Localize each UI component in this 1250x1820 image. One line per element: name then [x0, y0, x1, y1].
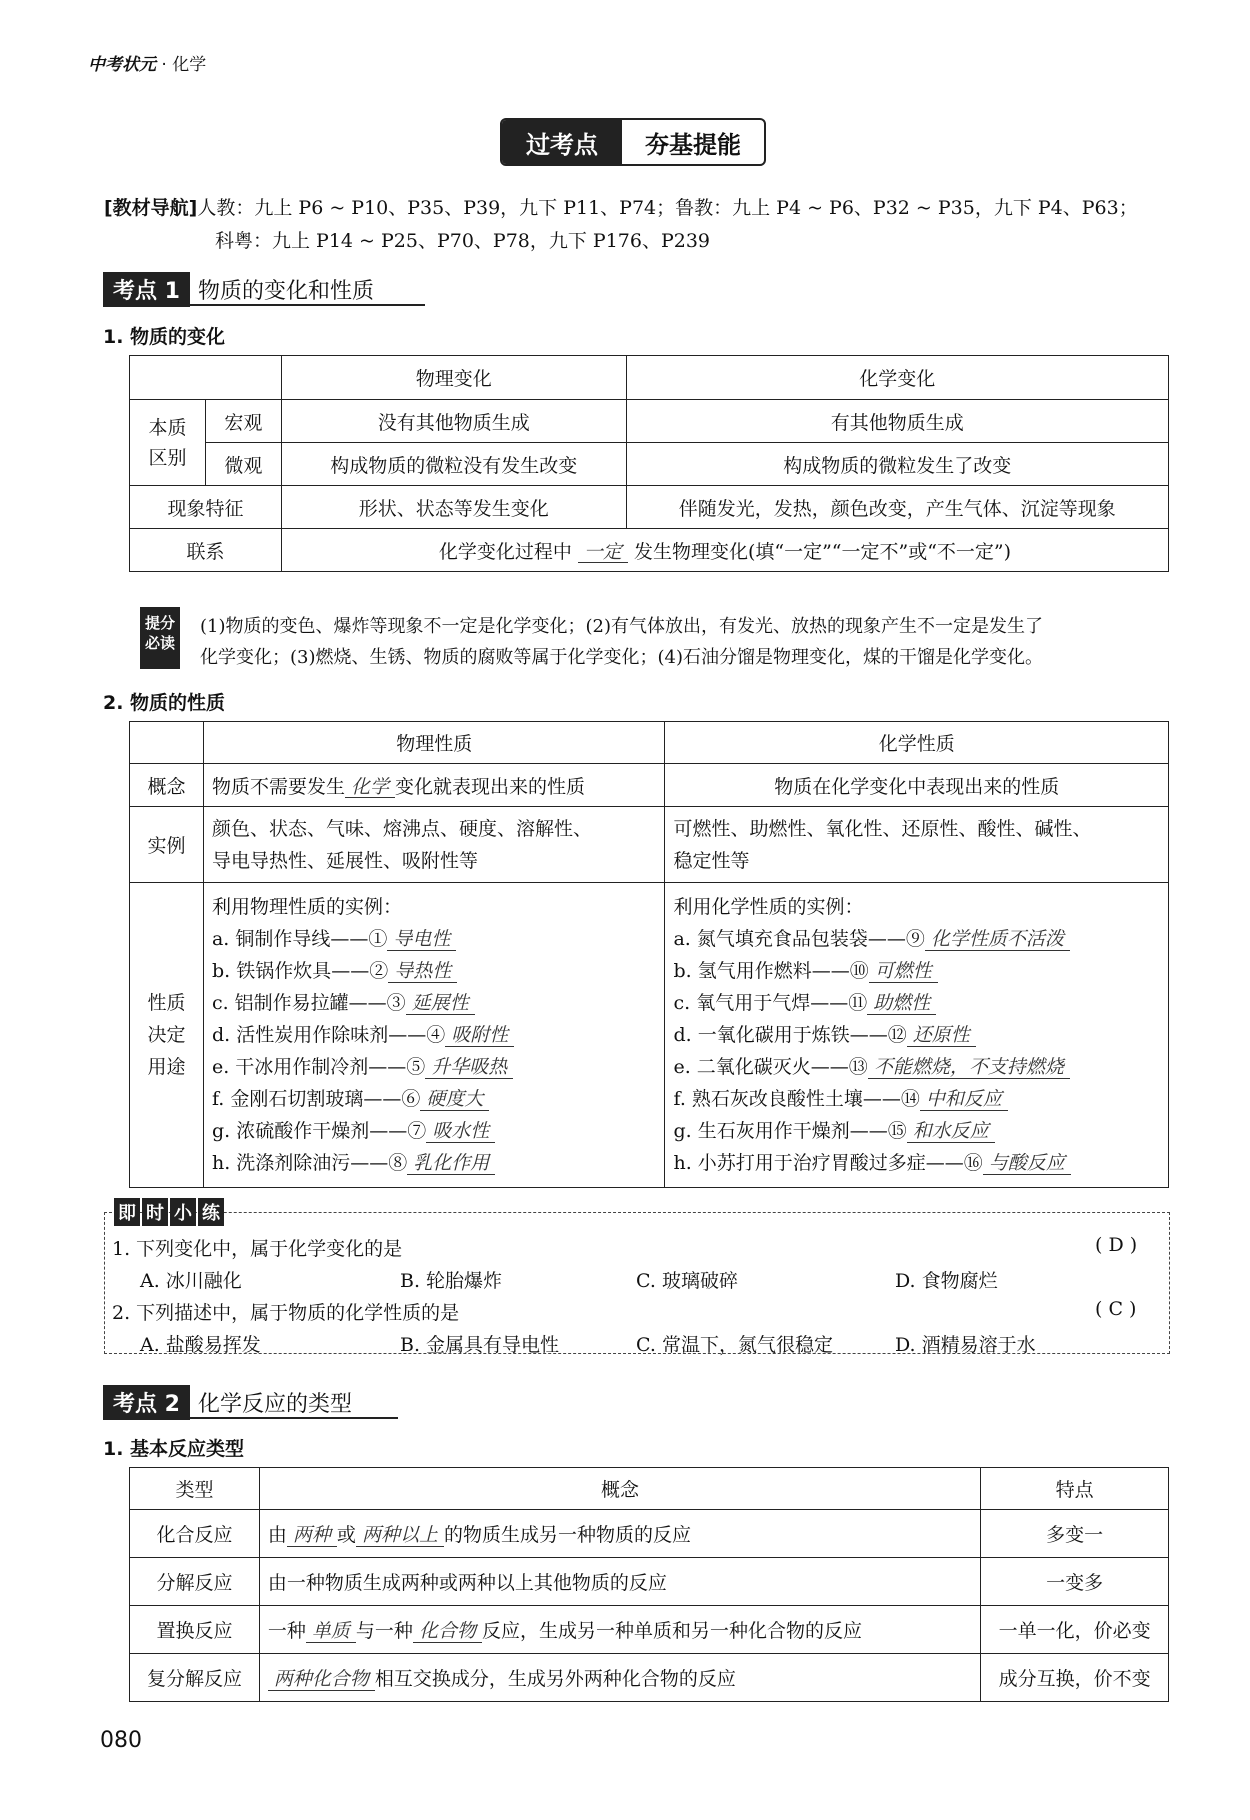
th-feature: 特点 [981, 1468, 1169, 1510]
example-chem-2: 稳定性等 [673, 849, 750, 872]
q1-option-a: A. 冰川融化 [140, 1270, 242, 1292]
use-label [130, 883, 204, 1188]
nav-label: [教材导航] [104, 197, 198, 219]
phys-item [212, 1083, 657, 1115]
use-chem-head: 利用化学性质的实例： [673, 896, 864, 918]
micro-chem: 构成物质的微粒发生了改变 [626, 443, 1168, 486]
q2-option-d: D. 酒精易溶于水 [895, 1334, 1036, 1356]
kp2-title: 化学反应的类型 [197, 1392, 352, 1417]
q1-option-b: B. 轮胎爆炸 [400, 1270, 503, 1292]
chem-item-answer: 可燃性 [869, 962, 938, 983]
phys-item-q: d. 活性炭用作除味剂——④ [211, 1024, 446, 1046]
q2-option-a: A. 盐酸易挥发 [140, 1334, 261, 1356]
section-banner [500, 118, 766, 166]
r4-answer-1: 两种化合物 [268, 1670, 375, 1691]
macro-chem: 有其他物质生成 [626, 400, 1168, 443]
kp2-sub1: 1. 基本反应类型 [103, 1438, 245, 1460]
q2-answer: ( C ) [1095, 1298, 1137, 1320]
example-phys-1: 颜色、状态、气味、熔沸点、硬度、溶解性、 [211, 817, 592, 840]
phys-item-q: a. 铜制作导线——① [211, 928, 388, 950]
r1-post: 的物质生成另一种物质的反应 [443, 1524, 691, 1546]
r3-post: 反应，生成另一种单质和另一种化合物的反应 [481, 1620, 862, 1642]
page-number: 080 [100, 1728, 142, 1753]
micro-phys: 构成物质的微粒没有发生改变 [281, 443, 626, 486]
phys-item [212, 1147, 657, 1179]
practice-badge-1: 即 [114, 1198, 140, 1226]
chem-item-q: a. 氮气填充食品包装袋——⑨ [673, 928, 925, 950]
macro-phys: 没有其他物质生成 [281, 400, 626, 443]
concept-phys [203, 764, 665, 807]
feature-combination: 多变一 [981, 1510, 1169, 1558]
banner-right: 夯基提能 [645, 130, 741, 159]
phys-item [212, 955, 657, 987]
type-combination: 化合反应 [130, 1510, 260, 1558]
brand: 中考状元 [88, 55, 156, 75]
chem-item [673, 955, 1160, 987]
use-phys [203, 883, 665, 1188]
concept-label: 概念 [130, 764, 204, 807]
th-phys-prop: 物理性质 [203, 722, 665, 764]
use-label-3: 用途 [147, 1056, 186, 1078]
header-separator: · [161, 55, 167, 75]
th-phys-change: 物理变化 [281, 356, 626, 400]
r1-pre: 由 [267, 1524, 287, 1546]
th-chem-prop: 化学性质 [665, 722, 1169, 764]
phys-item-answer: 延展性 [406, 994, 475, 1015]
phen-phys: 形状、状态等发生变化 [281, 486, 626, 529]
q2-text: 2. 下列描述中，属于物质的化学性质的是 [112, 1302, 460, 1324]
chem-item-answer: 不能燃烧，不支持燃烧 [868, 1058, 1070, 1079]
chem-item [673, 1115, 1160, 1147]
chem-item-answer: 化学性质不活泼 [925, 930, 1070, 951]
subject: 化学 [172, 55, 207, 75]
phys-item-q: f. 金刚石切割玻璃——⑥ [211, 1088, 421, 1110]
chem-item-answer: 还原性 [907, 1026, 976, 1047]
phys-item-q: c. 铝制作易拉罐——③ [211, 992, 406, 1014]
r3-mid: 与一种 [355, 1620, 413, 1642]
practice-badge [114, 1198, 224, 1226]
chem-item-answer: 和水反应 [907, 1122, 995, 1143]
tip-badge-text: 提分必读 [144, 614, 175, 652]
link-label: 联系 [130, 529, 282, 572]
feature-displacement: 一单一化，价必变 [981, 1606, 1169, 1654]
example-chem [665, 807, 1169, 883]
q1-stem [112, 1234, 402, 1261]
phen-chem: 伴随发光，发热，颜色改变，产生气体、沉淀等现象 [626, 486, 1168, 529]
chem-item [673, 1083, 1160, 1115]
concept-combination [259, 1510, 980, 1558]
q1-text: 1. 下列变化中，属于化学变化的是 [112, 1238, 403, 1260]
kp2-header [103, 1385, 398, 1419]
example-phys-2: 导电导热性、延展性、吸附性等 [211, 849, 478, 872]
concept-double-decomposition [259, 1654, 980, 1702]
tip-badge [140, 607, 180, 669]
kp1-header [103, 272, 425, 306]
concept-chem: 物质在化学变化中表现出来的性质 [665, 764, 1169, 807]
use-label-1: 性质 [147, 992, 186, 1014]
practice-badge-3: 小 [170, 1198, 196, 1226]
chem-item-answer: 助燃性 [867, 994, 936, 1015]
chem-item [673, 1147, 1160, 1179]
concept-phys-pre: 物质不需要发生 [211, 775, 345, 798]
link-answer: 一定 [578, 543, 628, 564]
tip-line1: (1)物质的变色、爆炸等现象不一定是化学变化；(2)有气体放出，有发光、放热的现象产生不一定是发生了 [200, 616, 1043, 637]
example-chem-1: 可燃性、助燃性、氧化性、还原性、酸性、碱性、 [673, 817, 1092, 840]
use-label-2: 决定 [147, 1024, 186, 1046]
phen-label: 现象特征 [130, 486, 282, 529]
phys-item-q: b. 铁锅作炊具——② [211, 960, 389, 982]
phys-item [212, 923, 657, 955]
phys-item-q: h. 洗涤剂除油污——⑧ [211, 1152, 408, 1174]
macro-label: 宏观 [205, 400, 281, 443]
kp1-title: 物质的变化和性质 [197, 279, 374, 304]
chem-item-q: e. 二氧化碳灭火——⑬ [673, 1056, 868, 1078]
practice-badge-2: 时 [142, 1198, 168, 1226]
nav-line2: 科粤：九上 P14 ~ P25、P70、P78，九下 P176、P239 [215, 230, 711, 252]
table-property [129, 721, 1169, 1188]
r3-answer-2: 化合物 [413, 1622, 482, 1643]
th-type: 类型 [130, 1468, 260, 1510]
chem-item [673, 1019, 1160, 1051]
r4-post: 相互交换成分，生成另外两种化合物的反应 [374, 1668, 736, 1690]
kp1-sub2: 2. 物质的性质 [103, 692, 226, 714]
chem-item-q: h. 小苏打用于治疗胃酸过多症——⑯ [673, 1152, 983, 1174]
chem-item [673, 987, 1160, 1019]
type-double-decomposition: 复分解反应 [130, 1654, 260, 1702]
example-phys [203, 807, 665, 883]
q2-option-b: B. 金属具有导电性 [400, 1334, 560, 1356]
essence-text: 本质区别 [148, 416, 187, 469]
phys-item-answer: 吸附性 [445, 1026, 514, 1047]
r3-answer-1: 单质 [306, 1622, 356, 1643]
chem-item-answer: 与酸反应 [983, 1154, 1071, 1175]
phys-item-answer: 吸水性 [426, 1122, 495, 1143]
kp2-badge: 考点 2 [103, 1385, 190, 1420]
phys-item [212, 1019, 657, 1051]
kp1-badge: 考点 1 [103, 272, 190, 307]
chem-item-q: c. 氧气用于气焊——⑪ [673, 992, 868, 1014]
concept-displacement [259, 1606, 980, 1654]
chem-item-q: d. 一氧化碳用于炼铁——⑫ [673, 1024, 907, 1046]
phys-item-answer: 升华吸热 [425, 1058, 513, 1079]
tip-line2: 化学变化；(3)燃烧、生锈、物质的腐败等属于化学变化；(4)石油分馏是物理变化，煤的干馏是化学变化。 [200, 647, 1043, 668]
q1-option-c: C. 玻璃破碎 [636, 1270, 738, 1292]
chem-item-q: b. 氢气用作燃料——⑩ [673, 960, 869, 982]
practice-badge-4: 练 [198, 1198, 224, 1226]
concept-phys-post: 变化就表现出来的性质 [394, 775, 585, 798]
r1-mid: 或 [336, 1524, 356, 1546]
phys-item-answer: 导电性 [387, 930, 456, 951]
concept-decomposition: 由一种物质生成两种或两种以上其他物质的反应 [259, 1558, 980, 1606]
table-reaction-types [129, 1467, 1169, 1702]
use-chem [665, 883, 1169, 1188]
table-change [129, 355, 1169, 572]
q1-answer: ( D ) [1095, 1234, 1138, 1256]
feature-double-decomposition: 成分互换，价不变 [981, 1654, 1169, 1702]
chem-item [673, 1051, 1160, 1083]
running-header [88, 50, 206, 75]
chem-item-q: f. 熟石灰改良酸性土壤——⑭ [673, 1088, 920, 1110]
chem-item-answer: 中和反应 [920, 1090, 1008, 1111]
example-label: 实例 [130, 807, 204, 883]
phys-item [212, 987, 657, 1019]
chem-item [673, 923, 1160, 955]
phys-item [212, 1051, 657, 1083]
type-displacement: 置换反应 [130, 1606, 260, 1654]
type-decomposition: 分解反应 [130, 1558, 260, 1606]
q2-option-c: C. 常温下，氮气很稳定 [636, 1334, 833, 1356]
phys-item-q: e. 干冰用作制冷剂——⑤ [211, 1056, 426, 1078]
essence-label [130, 400, 206, 486]
phys-item [212, 1115, 657, 1147]
phys-item-answer: 导热性 [388, 962, 457, 983]
q2-stem [112, 1298, 459, 1325]
r1-answer-2: 两种以上 [356, 1526, 444, 1547]
banner-left: 过考点 [526, 130, 598, 159]
r3-pre: 一种 [267, 1620, 306, 1642]
th-chem-change: 化学变化 [626, 356, 1168, 400]
use-phys-head: 利用物理性质的实例： [211, 896, 402, 918]
textbook-nav [104, 193, 1138, 220]
th-concept: 概念 [259, 1468, 980, 1510]
q1-option-d: D. 食物腐烂 [895, 1270, 998, 1292]
phys-item-answer: 乳化作用 [407, 1154, 495, 1175]
link-pre: 化学变化过程中 [438, 540, 572, 563]
phys-item-q: g. 浓硫酸作干燥剂——⑦ [211, 1120, 427, 1142]
concept-phys-answer: 化学 [345, 778, 395, 799]
kp1-sub1: 1. 物质的变化 [103, 326, 226, 348]
nav-line1: 人教：九上 P6 ~ P10、P35、P39，九下 P11、P74；鲁教：九上 P4 ~ P6、P32 ~ P35，九下 P4、P63； [197, 197, 1138, 219]
r1-answer-1: 两种 [287, 1526, 337, 1547]
feature-decomposition: 一变多 [981, 1558, 1169, 1606]
phys-item-answer: 硬度大 [420, 1090, 489, 1111]
chem-item-q: g. 生石灰用作干燥剂——⑮ [673, 1120, 907, 1142]
micro-label: 微观 [205, 443, 281, 486]
link-post: 发生物理变化(填“一定”“一定不”或“不一定”) [633, 540, 1012, 563]
link-row [281, 529, 1168, 572]
